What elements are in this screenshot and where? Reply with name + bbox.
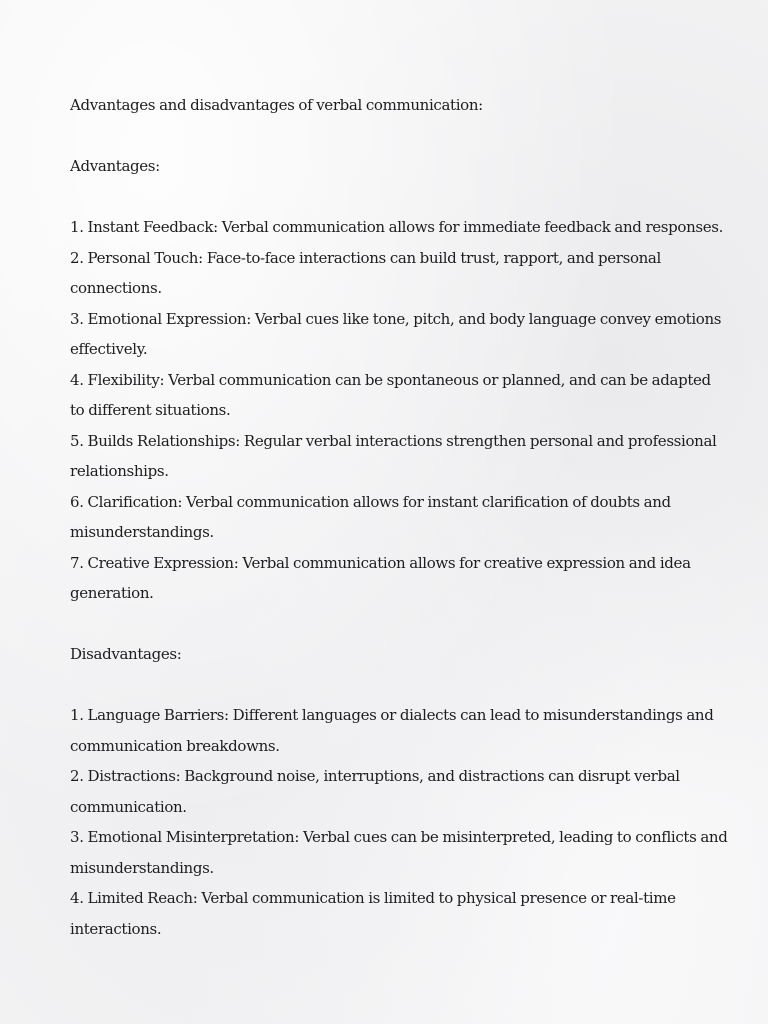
advantage-item-creative-expression: 7. Creative Expression: Verbal communication allows for creative expression and idea generation.: [70, 553, 691, 602]
advantage-item-clarification: 6. Clarification: Verbal communication allows for instant clarification of doubts and misunderstandings.: [70, 492, 671, 541]
advantages-heading: Advantages:: [70, 157, 160, 175]
advantage-item-emotional-expression: 3. Emotional Expression: Verbal cues like tone, pitch, and body language convey emotions effectively.: [70, 309, 722, 358]
document-title: Advantages and disadvantages of verbal communication:: [70, 96, 483, 114]
disadvantages-list: [70, 700, 728, 944]
document-body: [70, 90, 728, 944]
disadvantages-heading: Disadvantages:: [70, 645, 182, 663]
advantages-list: [70, 212, 728, 609]
disadvantage-item-distractions: 2. Distractions: Background noise, interruptions, and distractions can disrupt verbal communication.: [70, 767, 680, 816]
advantage-item-builds-relationships: 5. Builds Relationships: Regular verbal interactions strengthen personal and professional relationships.: [70, 431, 717, 480]
advantage-item-flexibility: 4. Flexibility: Verbal communication can be spontaneous or planned, and can be adapted to different situations.: [70, 370, 711, 419]
disadvantage-item-language-barriers: 1. Language Barriers: Different languages or dialects can lead to misunderstandings and communication breakdowns.: [70, 706, 714, 755]
disadvantage-item-limited-reach: 4. Limited Reach: Verbal communication is limited to physical presence or real-time interactions.: [70, 889, 676, 938]
disadvantage-item-emotional-misinterpretation: 3. Emotional Misinterpretation: Verbal cues can be misinterpreted, leading to conflicts and misunderstandings.: [70, 828, 728, 877]
advantage-item-instant-feedback: 1. Instant Feedback: Verbal communication allows for immediate feedback and responses.: [70, 218, 724, 236]
advantage-item-personal-touch: 2. Personal Touch: Face-to-face interactions can build trust, rapport, and personal connections.: [70, 248, 661, 297]
